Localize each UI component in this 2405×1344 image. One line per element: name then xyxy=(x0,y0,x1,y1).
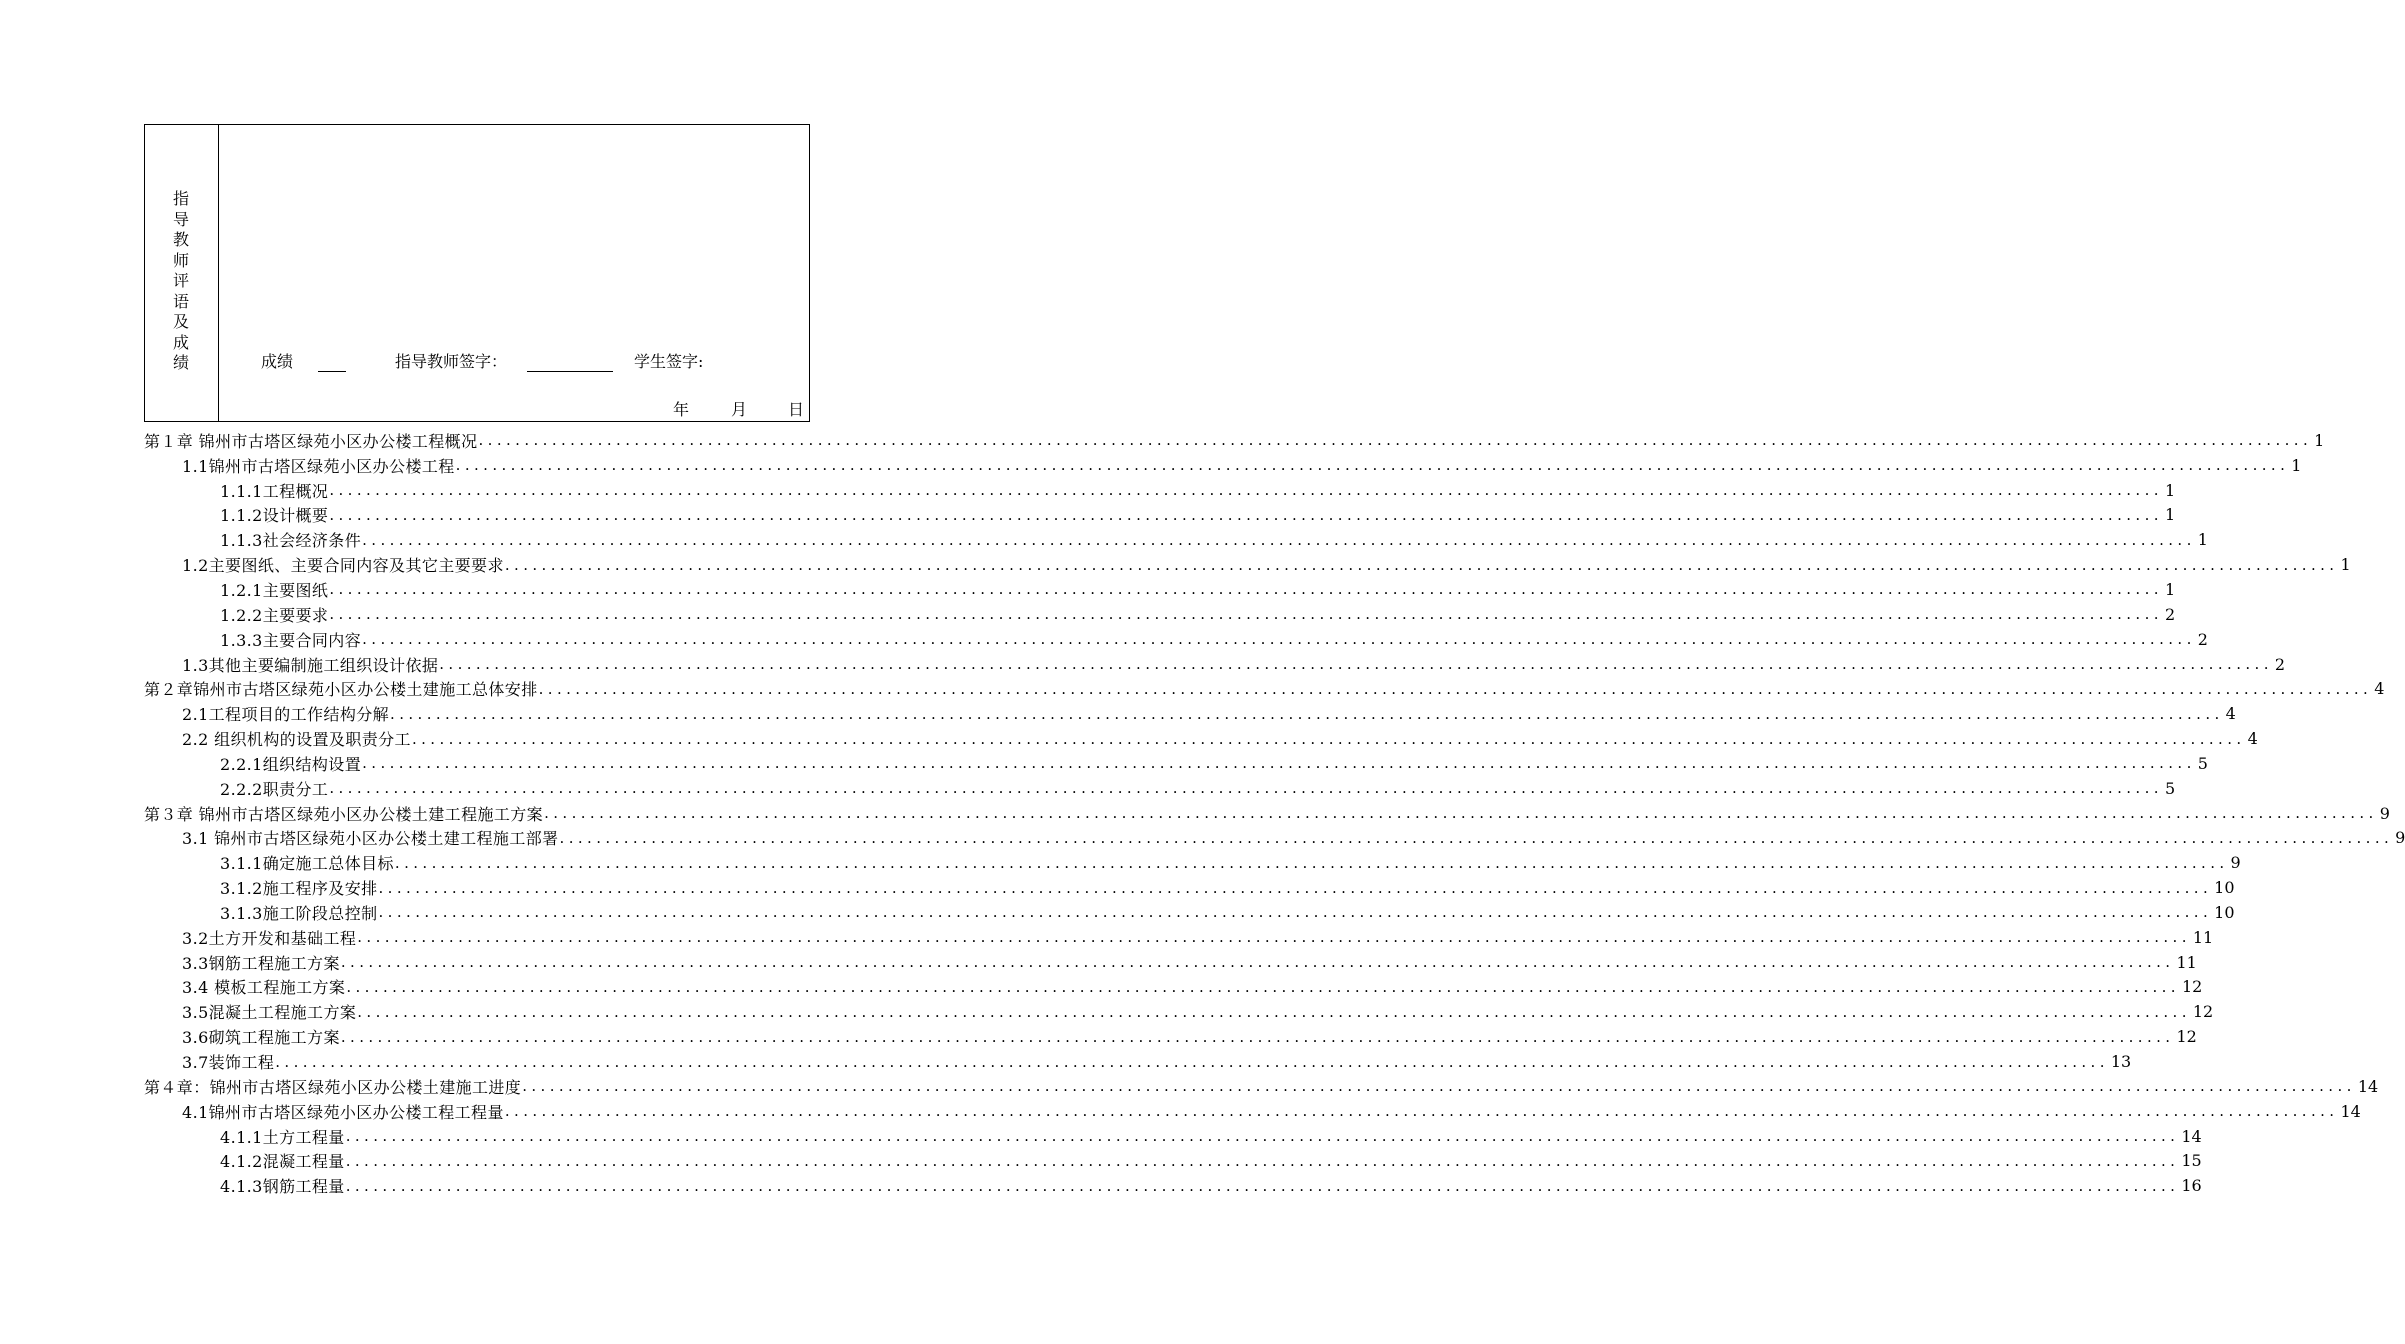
toc-entry-page: 9 xyxy=(2395,828,2405,848)
toc-entry-page: 13 xyxy=(2110,1052,2132,1072)
toc-entry-page: 1 xyxy=(2314,430,2325,450)
toc-leader-dots: ........................................................................................................................................................................................................ xyxy=(340,1027,2175,1046)
toc-leader-dots: ........................................................................................................................................................................................................ xyxy=(345,1127,2180,1146)
toc-entry-page: 1 xyxy=(2197,530,2208,550)
toc-entry[interactable] xyxy=(144,1024,2197,1049)
toc-leader-dots: ........................................................................................................................................................................................................ xyxy=(411,729,2246,748)
toc-leader-dots: ........................................................................................................................................................................................................ xyxy=(394,853,2229,872)
toc-entry-page: 10 xyxy=(2214,902,2235,922)
toc-entry[interactable] xyxy=(144,602,2176,627)
toc-entry-title: 3.3钢筋工程施工方案 xyxy=(182,953,340,973)
toc-leader-dots: ........................................................................................................................................................................................................ xyxy=(478,431,2313,450)
toc-entry-title: 1.3.3主要合同内容 xyxy=(220,630,362,650)
toc-leader-dots: ........................................................................................................................................................................................................ xyxy=(329,580,2163,599)
toc-entry-page: 15 xyxy=(2181,1151,2202,1171)
toc-leader-dots: ........................................................................................................................................................................................................ xyxy=(439,655,2273,674)
grade-blank[interactable] xyxy=(318,371,346,372)
toc-entry-page: 16 xyxy=(2181,1176,2202,1196)
toc-entry[interactable] xyxy=(144,627,2208,652)
toc-entry-title: 3.2土方开发和基础工程 xyxy=(182,928,357,948)
table-of-contents xyxy=(144,428,2405,1198)
toc-leader-dots: ........................................................................................................................................................................................................ xyxy=(538,679,2373,698)
toc-entry-title: 2.1工程项目的工作结构分解 xyxy=(182,705,390,725)
toc-entry[interactable] xyxy=(144,999,2214,1024)
toc-entry[interactable] xyxy=(144,1148,2202,1173)
toc-entry[interactable] xyxy=(144,925,2214,950)
toc-leader-dots: ........................................................................................................................................................................................................ xyxy=(362,530,2196,549)
toc-leader-dots: ........................................................................................................................................................................................................ xyxy=(346,977,2180,996)
toc-entry[interactable] xyxy=(144,676,2385,701)
month-label: 月 xyxy=(731,400,748,419)
toc-entry-title: 1.1.2设计概要 xyxy=(220,506,329,526)
teacher-sign-label: 指导教师签字： xyxy=(395,352,508,371)
toc-entry-page: 1 xyxy=(2164,480,2176,500)
toc-entry-title: 2.2.2职责分工 xyxy=(220,779,329,799)
toc-entry[interactable] xyxy=(144,950,2197,975)
toc-entry-page: 4 xyxy=(2225,704,2236,724)
toc-entry[interactable] xyxy=(144,726,2258,751)
toc-entry-title: 1.1.1工程概况 xyxy=(220,481,329,501)
toc-entry[interactable] xyxy=(144,1173,2202,1198)
toc-entry-title: 2.2 组织机构的设置及职责分工 xyxy=(182,730,411,750)
toc-entry-title: 1.1.3社会经济条件 xyxy=(220,531,362,551)
toc-entry-page: 2 xyxy=(2197,629,2208,649)
toc-entry-page: 1 xyxy=(2340,555,2351,575)
toc-entry[interactable] xyxy=(144,776,2176,801)
toc-leader-dots: ........................................................................................................................................................................................................ xyxy=(378,878,2213,897)
toc-entry-page: 9 xyxy=(2230,853,2241,873)
toc-entry-title: 3.6砌筑工程施工方案 xyxy=(182,1028,340,1048)
toc-leader-dots: ........................................................................................................................................................................................................ xyxy=(329,605,2163,624)
toc-leader-dots: ........................................................................................................................................................................................................ xyxy=(362,630,2196,649)
toc-entry[interactable] xyxy=(144,527,2208,552)
toc-entry-page: 12 xyxy=(2181,977,2203,997)
toc-entry[interactable] xyxy=(144,900,2235,925)
toc-leader-dots: ........................................................................................................................................................................................................ xyxy=(329,481,2163,500)
toc-entry-title: 第１章 锦州市古塔区绿苑小区办公楼工程概况 xyxy=(144,431,478,451)
toc-entry-page: 4 xyxy=(2247,729,2258,749)
toc-entry-page: 1 xyxy=(2164,505,2176,525)
toc-entry-page: 11 xyxy=(2176,952,2197,972)
toc-leader-dots: ........................................................................................................................................................................................................ xyxy=(357,1002,2191,1021)
toc-entry-title: 3.1.1确定施工总体目标 xyxy=(220,854,394,874)
toc-leader-dots: ........................................................................................................................................................................................................ xyxy=(275,1052,2109,1071)
teacher-sign-blank[interactable] xyxy=(527,371,613,372)
toc-entry-title: 1.2.2主要要求 xyxy=(220,605,329,625)
toc-entry-title: 4.1.3钢筋工程量 xyxy=(220,1177,345,1197)
toc-entry-title: 4.1.1土方工程量 xyxy=(220,1127,345,1147)
toc-entry-title: 3.4 模板工程施工方案 xyxy=(182,978,346,998)
toc-entry-page: 14 xyxy=(2340,1101,2361,1121)
evaluation-table xyxy=(144,124,810,422)
toc-entry-title: 3.1.3施工阶段总控制 xyxy=(220,903,378,923)
toc-entry[interactable] xyxy=(144,826,2405,851)
toc-leader-dots: ........................................................................................................................................................................................................ xyxy=(329,779,2163,798)
toc-entry-title: 1.2主要图纸、主要合同内容及其它主要要求 xyxy=(182,556,504,576)
toc-entry-title: 3.7装饰工程 xyxy=(182,1053,275,1073)
toc-entry-title: 1.1锦州市古塔区绿苑小区办公楼工程 xyxy=(182,456,455,476)
toc-leader-dots: ........................................................................................................................................................................................................ xyxy=(340,953,2175,972)
toc-entry-title: 4.1锦州市古塔区绿苑小区办公楼工程工程量 xyxy=(182,1102,504,1122)
toc-entry[interactable] xyxy=(144,577,2176,602)
toc-entry-title: 2.2.1组织结构设置 xyxy=(220,754,362,774)
toc-entry-page: 2 xyxy=(2274,654,2286,674)
toc-entry[interactable] xyxy=(144,453,2302,478)
toc-leader-dots: ........................................................................................................................................................................................................ xyxy=(329,505,2163,524)
toc-entry-page: 14 xyxy=(2181,1126,2202,1146)
toc-entry-page: 1 xyxy=(2164,579,2176,599)
evaluation-label-cell xyxy=(145,125,219,421)
year-label: 年 xyxy=(673,400,690,419)
toc-entry-page: 12 xyxy=(2176,1027,2197,1047)
toc-entry-page: 9 xyxy=(2379,803,2390,823)
toc-entry[interactable] xyxy=(144,751,2208,776)
toc-leader-dots: ........................................................................................................................................................................................................ xyxy=(345,1151,2180,1170)
toc-leader-dots: ........................................................................................................................................................................................................ xyxy=(544,804,2378,823)
toc-entry-page: 1 xyxy=(2291,455,2302,475)
toc-entry-title: 3.5混凝土工程施工方案 xyxy=(182,1003,357,1023)
toc-leader-dots: ........................................................................................................................................................................................................ xyxy=(357,928,2191,947)
toc-entry[interactable] xyxy=(144,503,2176,528)
toc-leader-dots: ........................................................................................................................................................................................................ xyxy=(345,1176,2180,1195)
toc-entry[interactable] xyxy=(144,652,2286,677)
toc-entry-page: 12 xyxy=(2192,1002,2214,1022)
toc-entry[interactable] xyxy=(144,1049,2132,1074)
toc-entry-title: 1.2.1主要图纸 xyxy=(220,580,329,600)
toc-leader-dots: ........................................................................................................................................................................................................ xyxy=(522,1077,2356,1096)
student-sign-label: 学生签字: xyxy=(634,352,704,371)
toc-entry-title: 4.1.2混凝工程量 xyxy=(220,1152,345,1172)
toc-entry-page: 5 xyxy=(2197,753,2208,773)
toc-leader-dots: ........................................................................................................................................................................................................ xyxy=(504,555,2339,574)
toc-entry-title: 第２章锦州市古塔区绿苑小区办公楼土建施工总体安排 xyxy=(144,680,538,700)
toc-leader-dots: ........................................................................................................................................................................................................ xyxy=(455,456,2290,475)
toc-entry-title: 第４章：锦州市古塔区绿苑小区办公楼土建施工进度 xyxy=(144,1077,522,1097)
toc-entry-page: 11 xyxy=(2192,927,2214,947)
toc-entry-page: 5 xyxy=(2164,778,2176,798)
toc-entry[interactable] xyxy=(144,850,2241,875)
toc-entry[interactable] xyxy=(144,1124,2202,1149)
toc-leader-dots: ........................................................................................................................................................................................................ xyxy=(378,903,2213,922)
toc-leader-dots: ........................................................................................................................................................................................................ xyxy=(559,828,2394,847)
toc-entry-title: 3.1 锦州市古塔区绿苑小区办公楼土建工程施工部署 xyxy=(182,829,559,849)
toc-leader-dots: ........................................................................................................................................................................................................ xyxy=(390,704,2224,723)
toc-entry-page: 4 xyxy=(2374,679,2385,699)
evaluation-label: 指导教师评语及成绩 xyxy=(172,189,189,372)
toc-entry[interactable] xyxy=(144,801,2390,826)
toc-entry[interactable] xyxy=(144,975,2203,1000)
grade-label: 成绩 xyxy=(261,352,294,371)
toc-entry-title: 第３章 锦州市古塔区绿苑小区办公楼土建工程施工方案 xyxy=(144,804,544,824)
toc-entry[interactable] xyxy=(144,701,2236,726)
toc-entry-title: 1.3其他主要编制施工组织设计依据 xyxy=(182,655,439,675)
toc-entry[interactable] xyxy=(144,552,2351,577)
toc-entry[interactable] xyxy=(144,478,2176,503)
toc-entry[interactable] xyxy=(144,1074,2379,1099)
toc-entry[interactable] xyxy=(144,428,2325,453)
toc-entry-page: 14 xyxy=(2357,1076,2379,1096)
toc-entry[interactable] xyxy=(144,1099,2361,1124)
toc-entry-title: 3.1.2施工程序及安排 xyxy=(220,879,378,899)
day-label: 日 xyxy=(788,400,805,419)
toc-entry-page: 2 xyxy=(2164,604,2176,624)
toc-leader-dots: ........................................................................................................................................................................................................ xyxy=(362,754,2196,773)
toc-leader-dots: ........................................................................................................................................................................................................ xyxy=(504,1102,2339,1121)
toc-entry[interactable] xyxy=(144,875,2235,900)
toc-entry-page: 10 xyxy=(2214,878,2235,898)
